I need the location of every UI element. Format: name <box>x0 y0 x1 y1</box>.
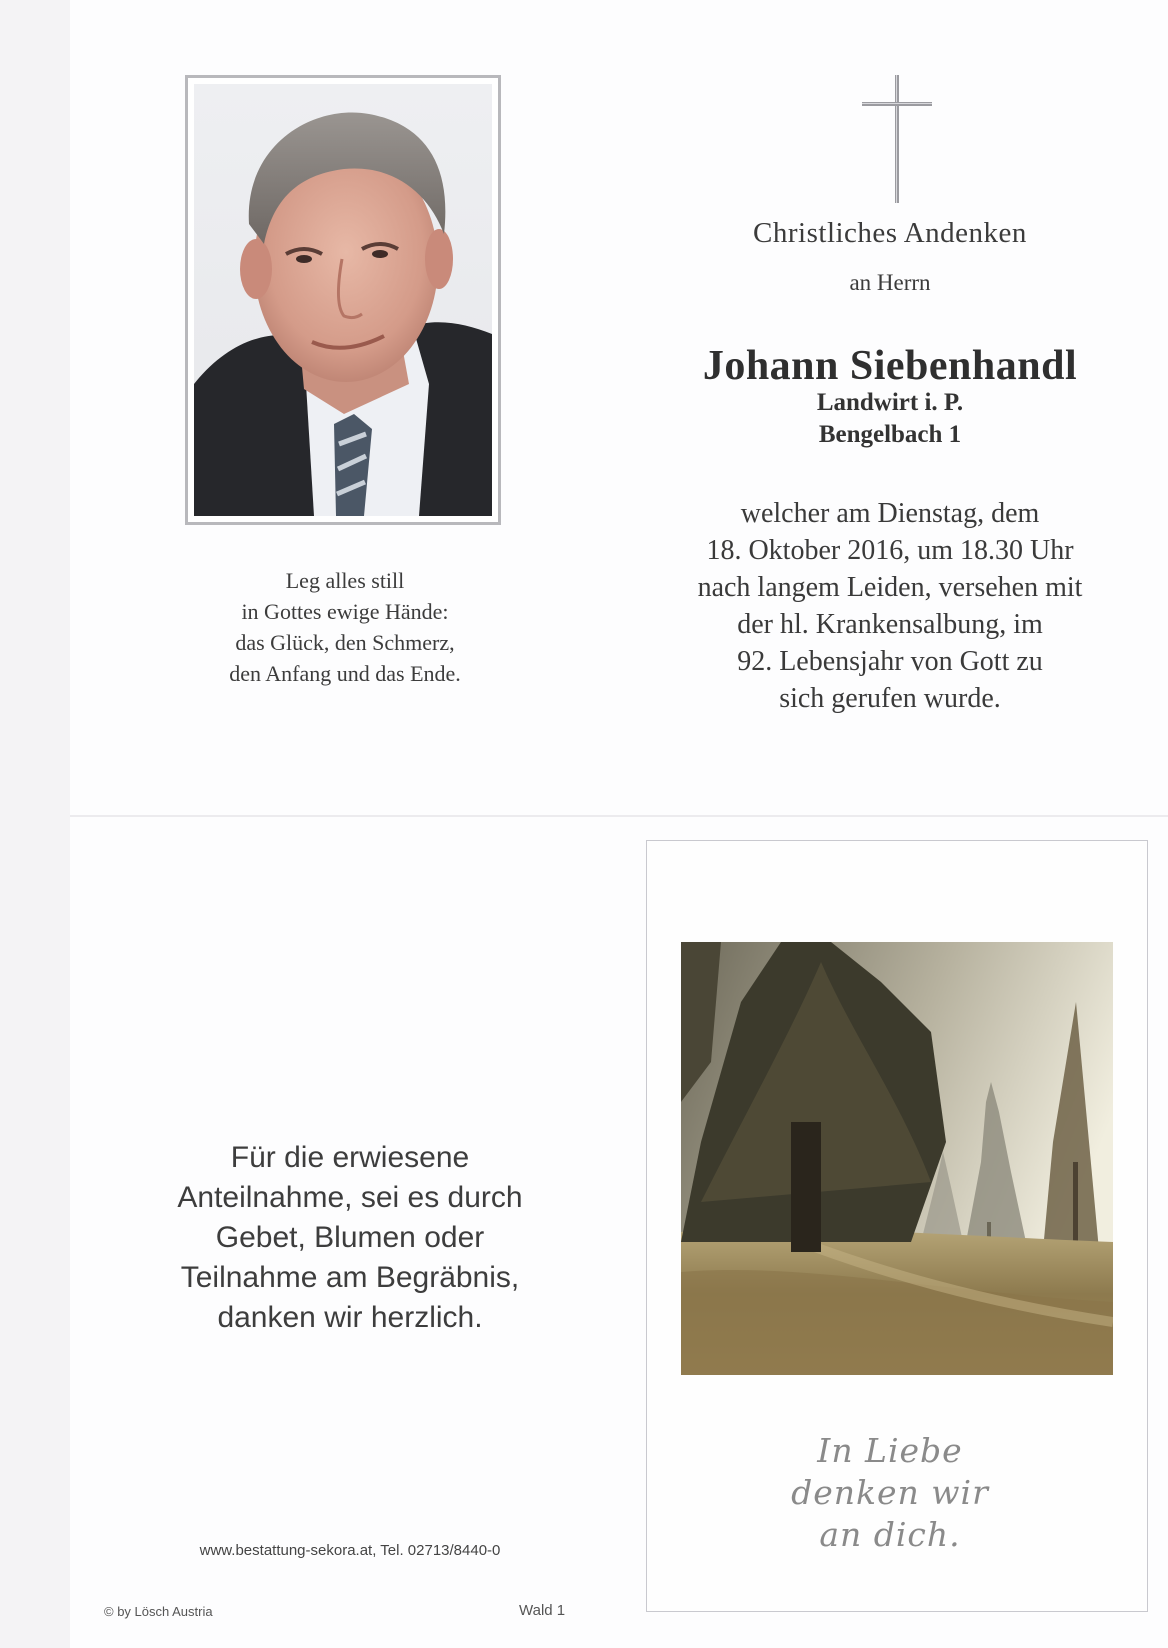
quote-line: Leg alles still <box>285 568 405 593</box>
forest-landscape-image <box>681 942 1113 1375</box>
thanks-message <box>130 1138 570 1338</box>
fold-line <box>70 815 1168 817</box>
notice-line: sich gerufen wurde. <box>779 683 1001 714</box>
notice-headline: Christliches Andenken <box>753 217 1027 249</box>
notice-line: 18. Oktober 2016, um 18.30 Uhr <box>706 535 1074 566</box>
death-notice-text <box>680 495 1100 717</box>
in-loving-memory-script <box>760 1430 1020 1556</box>
quote-line: in Gottes ewige Hände: <box>241 599 449 624</box>
card-model-label: Wald 1 <box>519 1602 566 1619</box>
deceased-name: Johann Siebenhandl <box>702 343 1078 389</box>
quote-line: den Anfang und das Ende. <box>229 661 461 686</box>
deceased-address: Bengelbach 1 <box>818 421 962 448</box>
funeral-home-contact: www.bestattung-sekora.at, Tel. 02713/8440-0 <box>199 1542 501 1559</box>
portrait-photo <box>194 84 492 516</box>
notice-line: 92. Lebensjahr von Gott zu <box>737 646 1043 677</box>
thanks-line: danken wir herzlich. <box>217 1301 483 1334</box>
thanks-line: Für die erwiesene <box>230 1141 470 1174</box>
notice-line: der hl. Krankensalbung, im <box>737 609 1043 640</box>
script-line: In Liebe <box>817 1431 963 1470</box>
cross-icon <box>862 75 932 203</box>
thanks-line: Gebet, Blumen oder <box>215 1221 485 1254</box>
copyright-notice: © by Lösch Austria <box>104 1604 213 1619</box>
portrait-illustration <box>194 84 492 516</box>
notice-line: nach langem Leiden, versehen mit <box>697 572 1083 603</box>
thanks-line: Anteilnahme, sei es durch <box>177 1181 523 1214</box>
deceased-profession: Landwirt i. P. <box>816 389 964 416</box>
script-line: denken wir <box>791 1473 989 1512</box>
notice-line: welcher am Dienstag, dem <box>740 498 1040 529</box>
thanks-line: Teilnahme am Begräbnis, <box>180 1261 520 1294</box>
quote-line: das Glück, den Schmerz, <box>235 630 455 655</box>
script-line: an dich. <box>819 1515 961 1554</box>
memorial-quote <box>200 565 490 689</box>
portrait-frame <box>185 75 501 525</box>
notice-salutation: an Herrn <box>849 270 931 295</box>
